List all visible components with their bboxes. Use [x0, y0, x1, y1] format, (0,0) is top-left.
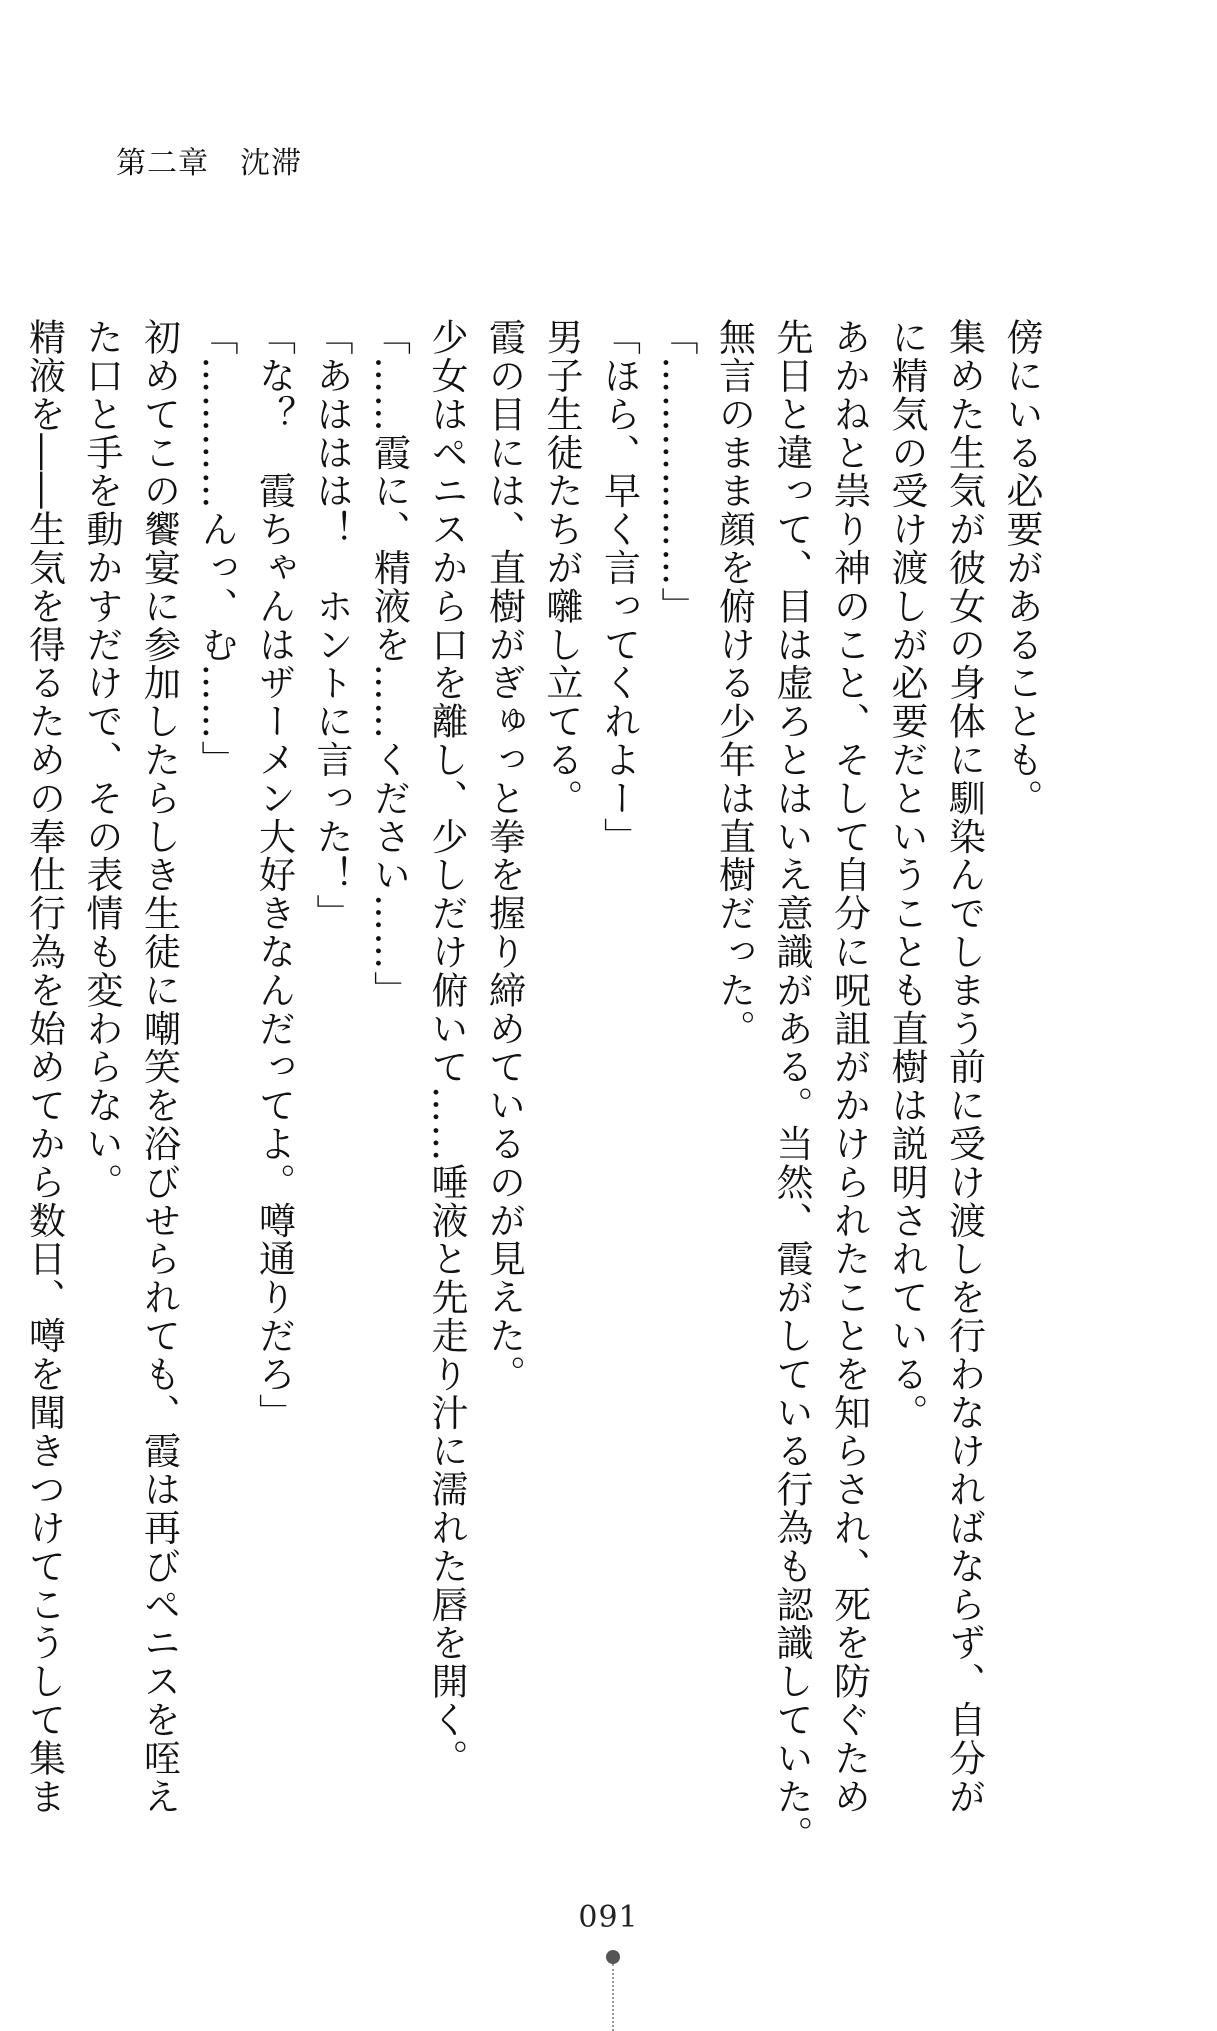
- text-line: あかねと祟り神のこと、そして自分に呪詛がかけられたことを知らされ、死を防ぐため: [827, 318, 871, 1816]
- text-line: 先日と違って、目は虚ろとはいえ意識がある。当然、霞がしている行為も認識していた。: [770, 318, 813, 1854]
- page-mark-stem: [612, 1964, 616, 2031]
- text-line: 霞の目には、直樹がぎゅっと拳を握り締めているのが見えた。: [482, 318, 526, 1394]
- text-line: 精液を――生気を得るための奉仕行為を始めてから数日、噂を聞きつけてこうして集ま: [22, 318, 66, 1816]
- text-line: 「あははは！ ホントに言った！」: [310, 318, 353, 933]
- body-text: [22, 318, 1050, 1854]
- page-number: 091: [578, 1900, 639, 1935]
- text-line: 少女はペニスから口を離し、少しだけ俯いて……唾液と先走り汁に濡れた唇を開く。: [425, 318, 468, 1778]
- text-line: 「ほら、早く言ってくれよー」: [597, 318, 641, 856]
- text-line: に精気の受け渡しが必要だということも直樹は説明されている。: [885, 318, 928, 1432]
- text-line: 男子生徒たちが囃し立てる。: [540, 318, 583, 818]
- page-mark-dot-icon: [606, 1950, 620, 1964]
- text-line: 「な？ 霞ちゃんはザーメン大好きなんだってよ。噂通りだろ」: [252, 318, 296, 1432]
- text-line: 「………………」: [655, 318, 698, 626]
- text-line: 「…………んっ、む……」: [195, 318, 238, 779]
- text-line: 集めた生気が彼女の身体に馴染んでしまう前に受け渡しを行わなければならず、自分が: [942, 318, 986, 1816]
- text-line: た口と手を動かすだけで、その表情も変わらない。: [80, 318, 123, 1202]
- chapter-header: 第二章 沈滞: [116, 146, 302, 181]
- text-line: 初めてこの饗宴に参加したらしき生徒に嘲笑を浴びせられても、霞は再びペニスを咥え: [137, 318, 181, 1816]
- text-line: 傍にいる必要があることも。: [1000, 318, 1043, 818]
- text-line: 「……霞に、精液を……ください……」: [367, 318, 411, 1010]
- text-line: 無言のまま顔を俯ける少年は直樹だった。: [712, 318, 756, 1048]
